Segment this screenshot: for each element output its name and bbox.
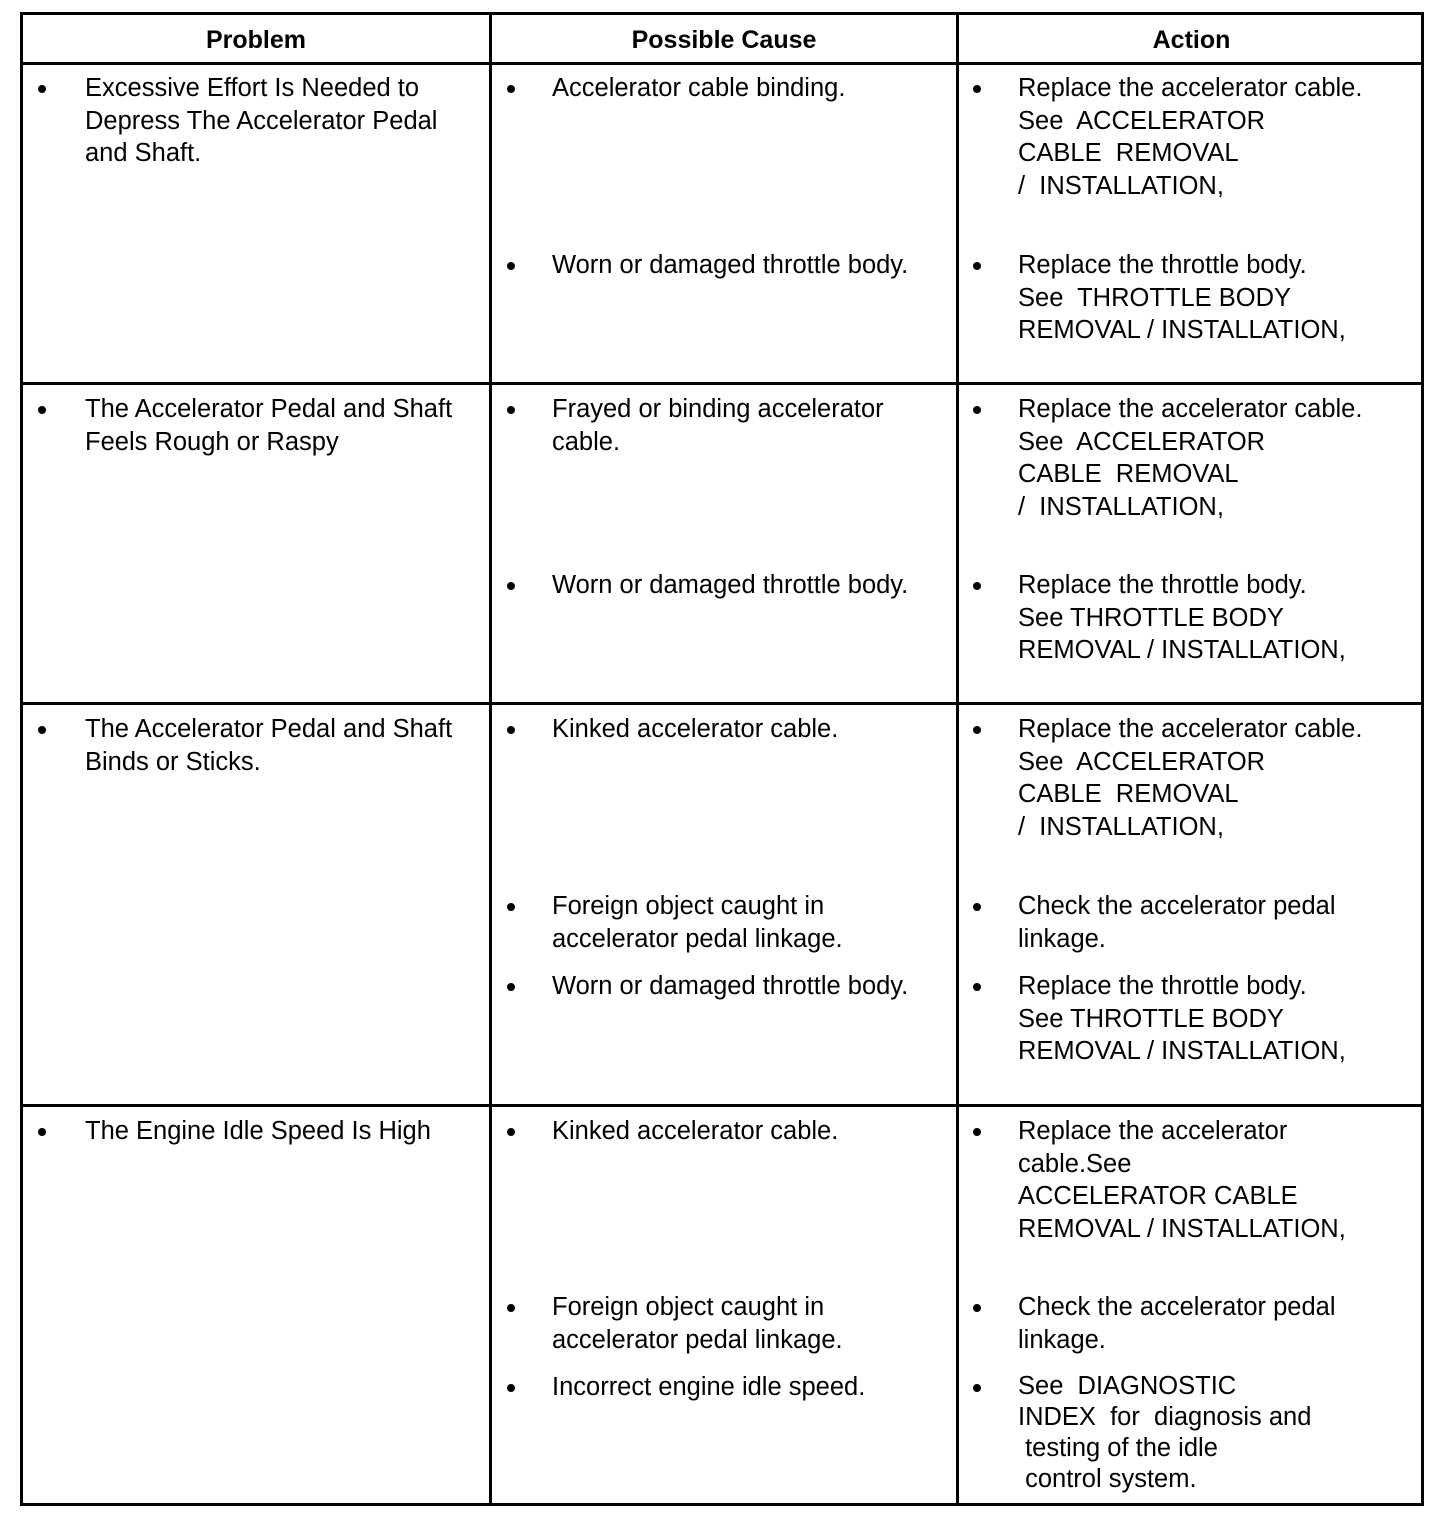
header-problem: Problem [205,25,307,54]
cause-text: Kinked accelerator cable. [552,715,839,743]
cause-text: Incorrect engine idle speed. [552,1373,866,1401]
bullet-icon [973,726,981,734]
cause-text: Worn or damaged throttle body. [552,571,909,599]
bullet-icon [507,1304,515,1312]
action-text: See DIAGNOSTIC INDEX for diagnosis and testing of the idle control system. [1018,1372,1312,1493]
bullet-icon [38,1128,46,1136]
bullet-icon [507,1384,515,1392]
header-action: Action [1152,25,1231,54]
row-divider [23,1104,1421,1107]
action-text: Replace the throttle body. See THROTTLE BODY REMOVAL / INSTALLATION, [1018,251,1346,344]
bullet-icon [38,726,46,734]
problem-text: Excessive Effort Is Needed to Depress The Accelerator Pedal and Shaft. [85,74,438,167]
bullet-icon [507,983,515,991]
bullet-icon [973,1128,981,1136]
row-divider [23,702,1421,705]
action-text: Replace the accelerator cable. See ACCELERATOR CABLE REMOVAL / INSTALLATION, [1018,74,1363,200]
bullet-icon [507,1128,515,1136]
problem-text: The Engine Idle Speed Is High [85,1117,431,1145]
bullet-icon [973,903,981,911]
cause-text: Frayed or binding accelerator cable. [552,395,884,456]
bullet-icon [507,903,515,911]
problem-text: The Accelerator Pedal and Shaft Feels Rough or Raspy [85,395,453,456]
cause-text: Accelerator cable binding. [552,74,846,102]
bullet-icon [973,1384,981,1392]
bullet-icon [973,406,981,414]
cause-text: Worn or damaged throttle body. [552,972,909,1000]
bullet-icon [973,262,981,270]
cause-text: Kinked accelerator cable. [552,1117,839,1145]
action-text: Check the accelerator pedal linkage. [1018,892,1336,953]
bullet-icon [507,582,515,590]
bullet-icon [507,406,515,414]
bullet-icon [507,85,515,93]
bullet-icon [973,1304,981,1312]
bullet-icon [973,983,981,991]
bullet-icon [507,726,515,734]
bullet-icon [38,406,46,414]
problem-text: The Accelerator Pedal and Shaft Binds or Sticks. [85,715,453,776]
action-text: Replace the throttle body. See THROTTLE BODY REMOVAL / INSTALLATION, [1018,571,1346,664]
bullet-icon [973,85,981,93]
header-possible-cause: Possible Cause [631,25,817,54]
troubleshooting-table [20,12,1424,1506]
row-divider [23,382,1421,385]
bullet-icon [973,582,981,590]
cause-text: Foreign object caught in accelerator pedal linkage. [552,1293,843,1354]
column-divider [489,15,492,1503]
bullet-icon [507,262,515,270]
action-text: Check the accelerator pedal linkage. [1018,1293,1336,1354]
cause-text: Foreign object caught in accelerator pedal linkage. [552,892,843,953]
cause-text: Worn or damaged throttle body. [552,251,909,279]
action-text: Replace the accelerator cable. See ACCELERATOR CABLE REMOVAL / INSTALLATION, [1018,395,1363,521]
action-text: Replace the accelerator cable.See ACCELERATOR CABLE REMOVAL / INSTALLATION, [1018,1117,1346,1243]
bullet-icon [38,85,46,93]
column-divider [956,15,959,1503]
action-text: Replace the throttle body. See THROTTLE BODY REMOVAL / INSTALLATION, [1018,972,1346,1065]
action-text: Replace the accelerator cable. See ACCELERATOR CABLE REMOVAL / INSTALLATION, [1018,715,1363,841]
